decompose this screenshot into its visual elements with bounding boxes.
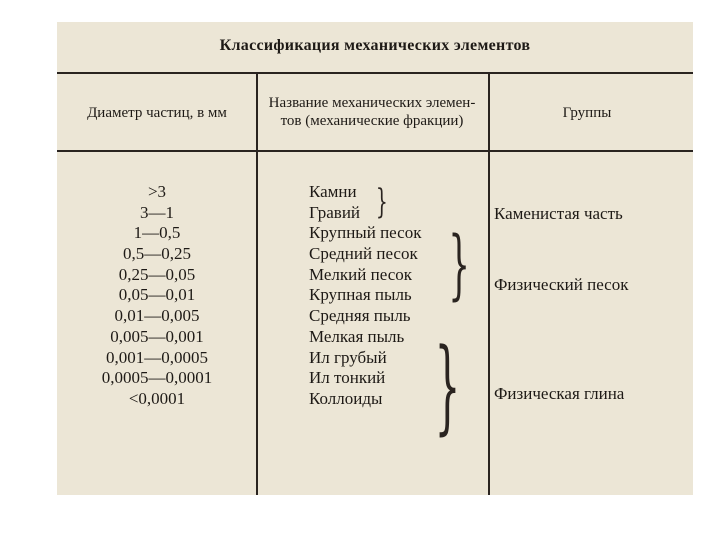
table-row-diameter: >3 <box>147 182 167 201</box>
diameter-column <box>77 182 237 410</box>
table-row-name: Камни <box>309 182 357 201</box>
header-name-line1: Название механических элемен- <box>268 95 476 111</box>
table-row-name: Коллоиды <box>309 388 383 408</box>
table-title: Классификация механических элементов <box>219 37 531 54</box>
table-row-name: Гравий <box>309 202 361 222</box>
table-row-diameter: 0,05—0,01 <box>118 285 196 305</box>
header-diameter: Диаметр частиц, в мм <box>87 105 227 121</box>
brace-stone-group: } <box>375 182 388 222</box>
header-name-line2: тов (механические фракции) <box>280 113 464 129</box>
scanned-table <box>57 22 693 495</box>
table-row-diameter: 0,005—0,001 <box>110 326 204 346</box>
table-row-diameter: 3—1 <box>140 202 174 222</box>
table-row-diameter: 0,0005—0,0001 <box>101 368 213 388</box>
group-physical-sand: Физический песок <box>494 275 629 294</box>
table-row-name: Средняя пыль <box>309 306 411 326</box>
table-row-name: Мелкая пыль <box>309 326 405 346</box>
table-row-diameter: 0,001—0,0005 <box>106 347 208 367</box>
table-row-name: Ил грубый <box>309 347 387 367</box>
table-row-diameter: 1—0,5 <box>133 223 181 243</box>
table-row-diameter: 0,25—0,05 <box>118 264 196 284</box>
table-row-name: Крупная пыль <box>309 285 412 305</box>
group-stone: Каменистая часть <box>494 204 623 223</box>
column-divider-1 <box>256 74 258 495</box>
header-name <box>257 94 487 130</box>
top-rule <box>57 72 693 74</box>
header-groups: Группы <box>562 105 612 121</box>
table-row-name: Ил тонкий <box>309 368 386 388</box>
table-row-diameter: 0,5—0,25 <box>123 244 191 264</box>
table-row-name: Крупный песок <box>309 223 422 243</box>
table-row-name: Мелкий песок <box>309 264 412 284</box>
brace-sand-group: } <box>448 219 471 308</box>
table-row-diameter: 0,01—0,005 <box>114 306 200 326</box>
brace-clay-group: } <box>434 327 461 446</box>
fraction-name-column <box>309 182 499 410</box>
group-physical-clay: Физическая глина <box>494 384 625 403</box>
table-row-name: Средний песок <box>309 244 418 264</box>
table-row-diameter: <0,0001 <box>128 388 186 408</box>
header-rule <box>57 150 693 152</box>
